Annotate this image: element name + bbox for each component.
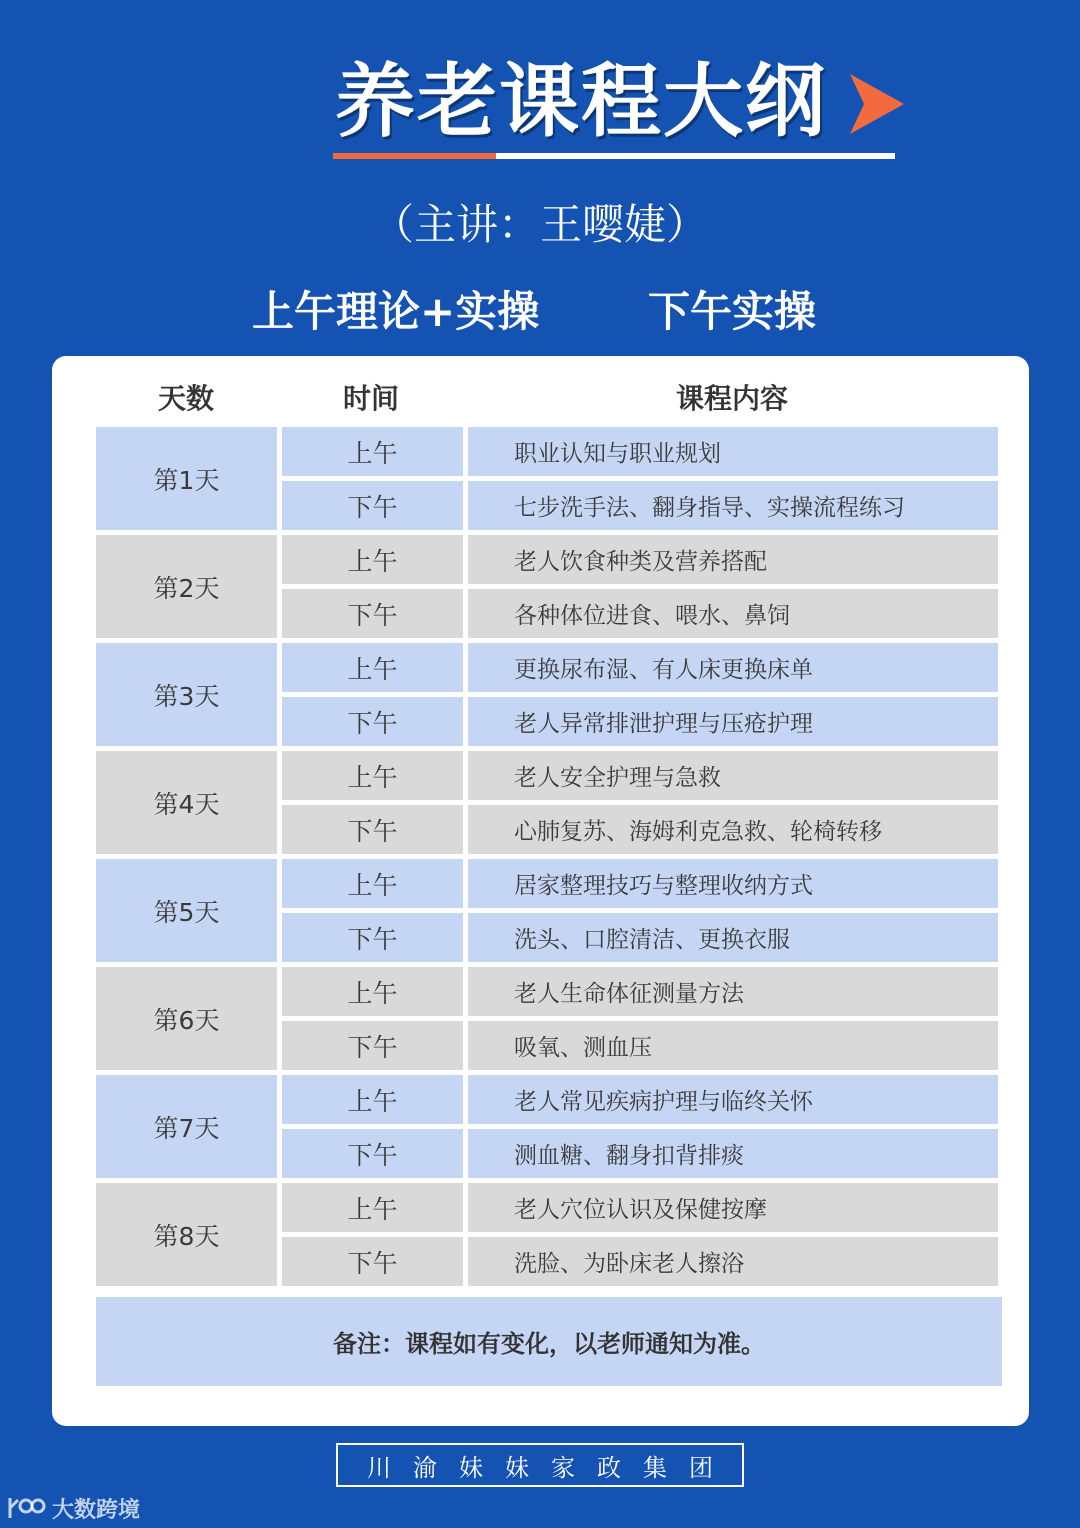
content-cell-pm: 心肺复苏、海姆利克急救、轮椅转移 [468, 805, 998, 854]
table-row-group-day4 [96, 751, 998, 854]
header-day: 天数 [157, 382, 214, 415]
day-cell: 第5天 [96, 859, 277, 962]
content-cell-am: 老人安全护理与急救 [468, 751, 998, 800]
speaker-line: （主讲：王嘤婕） [371, 200, 708, 249]
table-header [52, 374, 1029, 424]
table-note: 备注：课程如有变化，以老师通知为准。 [96, 1297, 1002, 1386]
day-cell: 第2天 [96, 535, 277, 638]
time-cell-am: 上午 [282, 967, 463, 1016]
content-cell-am: 老人穴位认识及保健按摩 [468, 1183, 998, 1232]
watermark-logo-icon [6, 1494, 46, 1522]
time-cell-pm: 下午 [282, 1021, 463, 1070]
schedule-card [52, 356, 1029, 1426]
title-section [0, 52, 1080, 162]
watermark [6, 1492, 140, 1524]
day-cell: 第4天 [96, 751, 277, 854]
table-row-group-day3 [96, 643, 998, 746]
table-row-group-day6 [96, 967, 998, 1070]
time-cell-am: 上午 [282, 751, 463, 800]
table-row-group-day7 [96, 1075, 998, 1178]
title-underline [333, 153, 895, 159]
day-cell: 第6天 [96, 967, 277, 1070]
table-row-group-day8 [96, 1183, 998, 1286]
subtitle-afternoon: 下午实操 [648, 287, 817, 336]
time-cell-am: 上午 [282, 535, 463, 584]
content-cell-pm: 洗脸、为卧床老人擦浴 [468, 1237, 998, 1286]
day-cell: 第3天 [96, 643, 277, 746]
time-cell-pm: 下午 [282, 1129, 463, 1178]
content-cell-am: 老人生命体征测量方法 [468, 967, 998, 1016]
company-name-box: 川渝妹妹家政集团 [336, 1443, 744, 1487]
time-cell-pm: 下午 [282, 697, 463, 746]
content-cell-am: 更换尿布湿、有人床更换床单 [468, 643, 998, 692]
header-content: 课程内容 [675, 382, 788, 415]
time-cell-am: 上午 [282, 859, 463, 908]
content-cell-am: 职业认知与职业规划 [468, 427, 998, 476]
content-cell-am: 居家整理技巧与整理收纳方式 [468, 859, 998, 908]
day-cell: 第1天 [96, 427, 277, 530]
time-cell-pm: 下午 [282, 589, 463, 638]
content-cell-pm: 测血糖、翻身扣背排痰 [468, 1129, 998, 1178]
table-row-group-day1 [96, 427, 998, 530]
content-cell-pm: 七步洗手法、翻身指导、实操流程练习 [468, 481, 998, 530]
day-cell: 第7天 [96, 1075, 277, 1178]
time-cell-pm: 下午 [282, 913, 463, 962]
time-cell-pm: 下午 [282, 805, 463, 854]
content-cell-pm: 洗头、口腔清洁、更换衣服 [468, 913, 998, 962]
table-row-group-day2 [96, 535, 998, 638]
time-cell-am: 上午 [282, 1183, 463, 1232]
time-cell-pm: 下午 [282, 481, 463, 530]
time-cell-am: 上午 [282, 427, 463, 476]
content-cell-am: 老人饮食种类及营养搭配 [468, 535, 998, 584]
time-cell-am: 上午 [282, 1075, 463, 1124]
content-cell-pm: 吸氧、测血压 [468, 1021, 998, 1070]
time-cell-am: 上午 [282, 643, 463, 692]
page-title: 养老课程大纲 [335, 55, 827, 148]
chevron-right-icon [850, 74, 904, 134]
content-cell-pm: 老人异常排泄护理与压疮护理 [468, 697, 998, 746]
table-row-group-day5 [96, 859, 998, 962]
header-time: 时间 [342, 382, 399, 415]
time-cell-pm: 下午 [282, 1237, 463, 1286]
content-cell-am: 老人常见疾病护理与临终关怀 [468, 1075, 998, 1124]
watermark-text: 大数跨境 [52, 1497, 141, 1523]
subtitle-morning: 上午理论+实操 [252, 287, 540, 336]
day-cell: 第8天 [96, 1183, 277, 1286]
content-cell-pm: 各种体位进食、喂水、鼻饲 [468, 589, 998, 638]
